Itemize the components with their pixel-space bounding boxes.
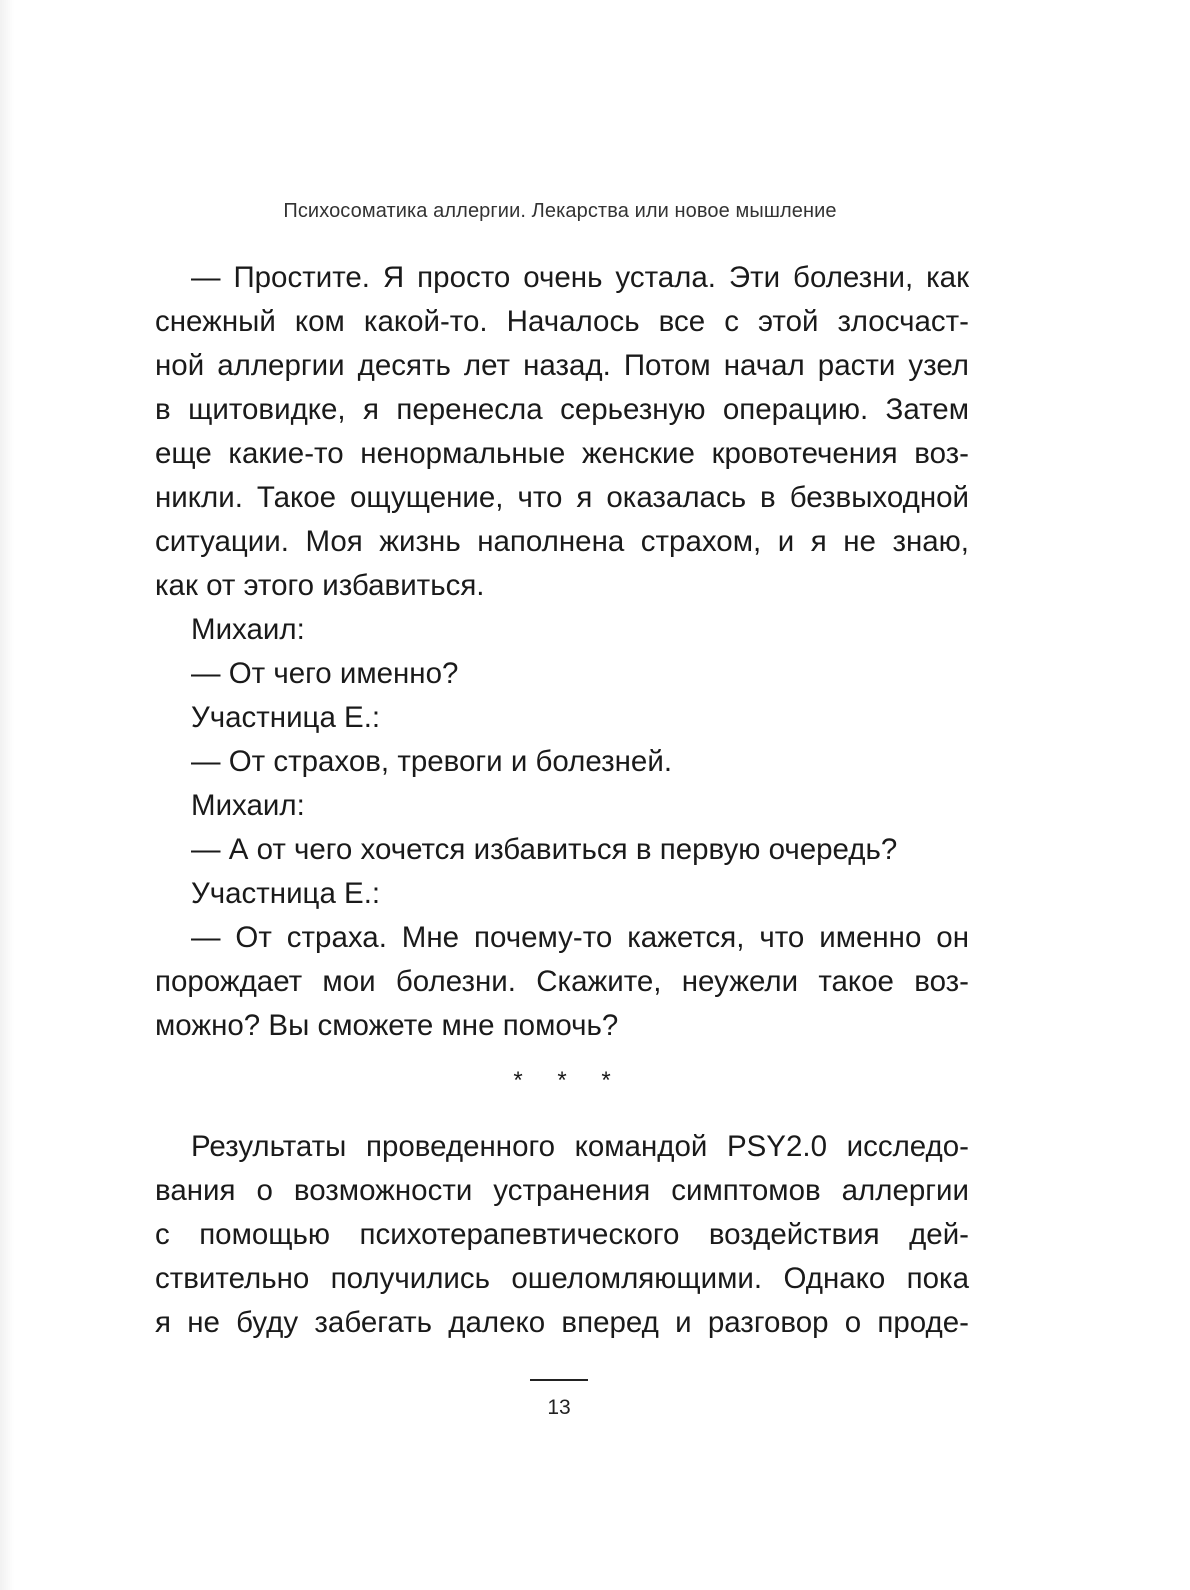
footer-rule (530, 1379, 588, 1381)
dialogue-reply: — А от чего хочется избавиться в первую очередь? (191, 833, 898, 866)
page-edge-shadow (0, 0, 14, 1590)
separator-asterisks: * * * (513, 1067, 625, 1094)
text-line: ной аллергии десять лет назад. Потом начал расти узел (155, 349, 969, 382)
speaker-label: Участница Е.: (191, 701, 381, 734)
page-body (155, 256, 969, 1345)
text-line: вания о возможности устранения симптомов аллергии (155, 1174, 969, 1207)
text-line: можно? Вы сможете мне помочь? (155, 1009, 619, 1042)
dialogue-reply: — От чего именно? (191, 657, 459, 690)
speaker-label: Михаил: (191, 613, 305, 646)
text-line: порождает мои болезни. Скажите, неужели такое воз- (155, 965, 969, 998)
text-line: как от этого избавиться. (155, 569, 485, 602)
text-line: еще какие-то ненормальные женские кровотечения воз- (155, 437, 969, 470)
text-line: с помощью психотерапевтического воздействия дей- (155, 1218, 969, 1251)
text-line: ствительно получились ошеломляющими. Однако пока (155, 1262, 969, 1295)
text-line: в щитовидке, я перенесла серьезную операцию. Затем (155, 393, 969, 426)
text-line: Результаты проведенного командой PSY2.0 исследо- (191, 1130, 969, 1163)
text-line: снежный ком какой-то. Началось все с этой злосчаст- (155, 305, 969, 338)
text-line: никли. Такое ощущение, что я оказалась в безвыходной (155, 481, 969, 514)
dialogue-reply: — От страхов, тревоги и болезней. (191, 745, 673, 778)
speaker-label: Участница Е.: (191, 877, 381, 910)
text-line: — От страха. Мне почему-то кажется, что именно он (191, 921, 969, 954)
text-line: я не буду забегать далеко вперед и разговор о проде- (155, 1306, 969, 1339)
running-head: Психосоматика аллергии. Лекарства или новое мышление (283, 200, 837, 222)
text-line: — Простите. Я просто очень устала. Эти болезни, как (191, 261, 969, 294)
page-number: 13 (547, 1396, 571, 1419)
section-separator (155, 1048, 969, 1125)
speaker-label: Михаил: (191, 789, 305, 822)
text-line: ситуации. Моя жизнь наполнена страхом, и я не знаю, (155, 525, 969, 558)
